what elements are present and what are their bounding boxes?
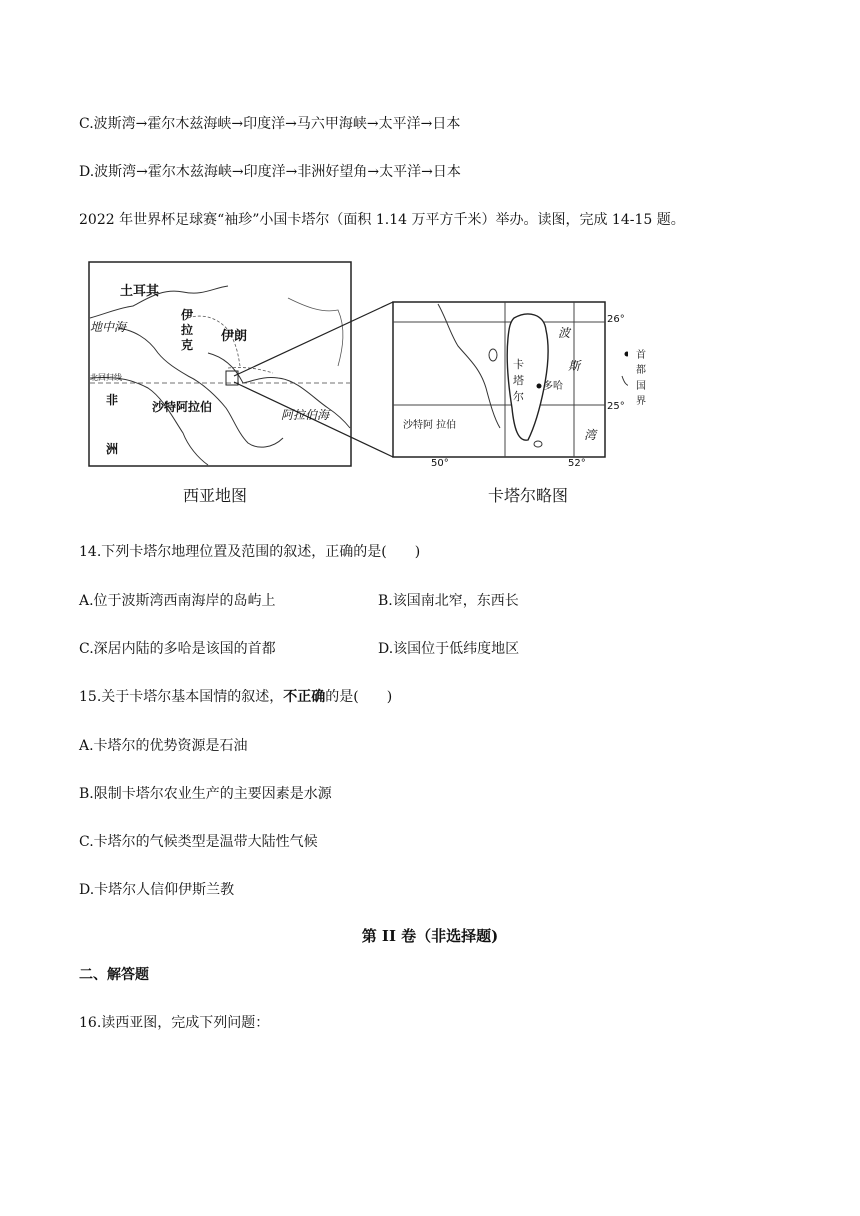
q14-option-c: C.深居内陆的多哈是该国的首都: [79, 641, 276, 657]
map-figure: [88, 258, 646, 508]
part-two-title: 第 II 卷（非选择题): [361, 927, 499, 945]
q15-stem: [79, 686, 392, 706]
q15-option-c: C.卡塔尔的气候类型是温带大陆性气候: [79, 834, 318, 850]
label-africa-1: 非: [106, 393, 119, 407]
label-lon-50: 50°: [431, 458, 449, 469]
legend-border-label: 国界: [636, 381, 646, 407]
q15-option-a: A.卡塔尔的优势资源是石油: [79, 738, 248, 754]
label-mediterranean: 地中海: [90, 320, 127, 334]
q15-stem-post: 的是( ): [325, 689, 393, 705]
q14-option-a: A.位于波斯湾西南海岸的岛屿上: [79, 593, 276, 609]
label-arabian-sea: 阿拉伯海: [281, 408, 330, 422]
legend-capital-label: 首都: [636, 350, 646, 376]
label-doha: 多哈: [543, 381, 563, 392]
label-qatar-2: 塔: [513, 374, 524, 387]
intro-text: 2022 年世界杯足球赛“袖珍”小国卡塔尔（面积 1.14 万平方千米）举办。读图，完成 14-15 题。: [79, 212, 685, 228]
option-d-route: D.波斯湾→霍尔木兹海峡→印度洋→非洲好望角→太平洋→日本: [79, 164, 461, 180]
q15-option-d: D.卡塔尔人信仰伊斯兰教: [79, 882, 235, 898]
section-answer-title: 二、解答题: [79, 967, 149, 983]
option-c-route: C.波斯湾→霍尔木兹海峡→印度洋→马六甲海峡→太平洋→日本: [79, 116, 461, 132]
label-lat-25: 25°: [607, 401, 625, 412]
caption-west-asia: 西亚地图: [183, 486, 248, 505]
label-saudi-small: 沙特阿 拉伯: [403, 420, 457, 431]
q16-stem: 16.读西亚图，完成下列问题：: [79, 1015, 270, 1031]
q14-option-b: B.该国南北窄，东西长: [378, 593, 519, 609]
label-iraq-3: 克: [181, 338, 194, 352]
qatar-frame: [393, 302, 605, 457]
label-gulf-1: 波: [558, 326, 571, 340]
label-saudi-arabia: 沙特阿拉伯: [152, 400, 213, 414]
q14-option-d: D.该国位于低纬度地区: [378, 641, 520, 657]
q15-option-b: B.限制卡塔尔农业生产的主要因素是水源: [79, 786, 332, 802]
label-lon-52: 52°: [568, 458, 586, 469]
q14-stem: 14.下列卡塔尔地理位置及范围的叙述，正确的是( ): [79, 544, 421, 560]
legend-capital-dot: [625, 352, 629, 357]
label-turkey: 土耳其: [120, 284, 160, 299]
label-qatar-3: 尔: [513, 390, 524, 403]
label-iraq-1: 伊: [181, 308, 194, 322]
doha-dot: [537, 384, 542, 389]
label-iran: 伊朗: [221, 329, 248, 344]
label-tropic: 北回归线: [90, 373, 122, 382]
label-lat-26: 26°: [607, 314, 625, 325]
caption-qatar: 卡塔尔略图: [488, 486, 569, 505]
label-gulf-2: 斯: [568, 359, 581, 373]
q15-stem-pre: 15.关于卡塔尔基本国情的叙述，: [79, 689, 284, 705]
label-qatar-1: 卡: [513, 358, 524, 371]
legend-border-line: [622, 376, 628, 386]
label-iraq-2: 拉: [181, 323, 194, 337]
label-gulf-3: 湾: [584, 428, 597, 442]
label-africa-2: 洲: [106, 442, 119, 456]
q15-stem-bold: 不正确: [283, 689, 326, 705]
